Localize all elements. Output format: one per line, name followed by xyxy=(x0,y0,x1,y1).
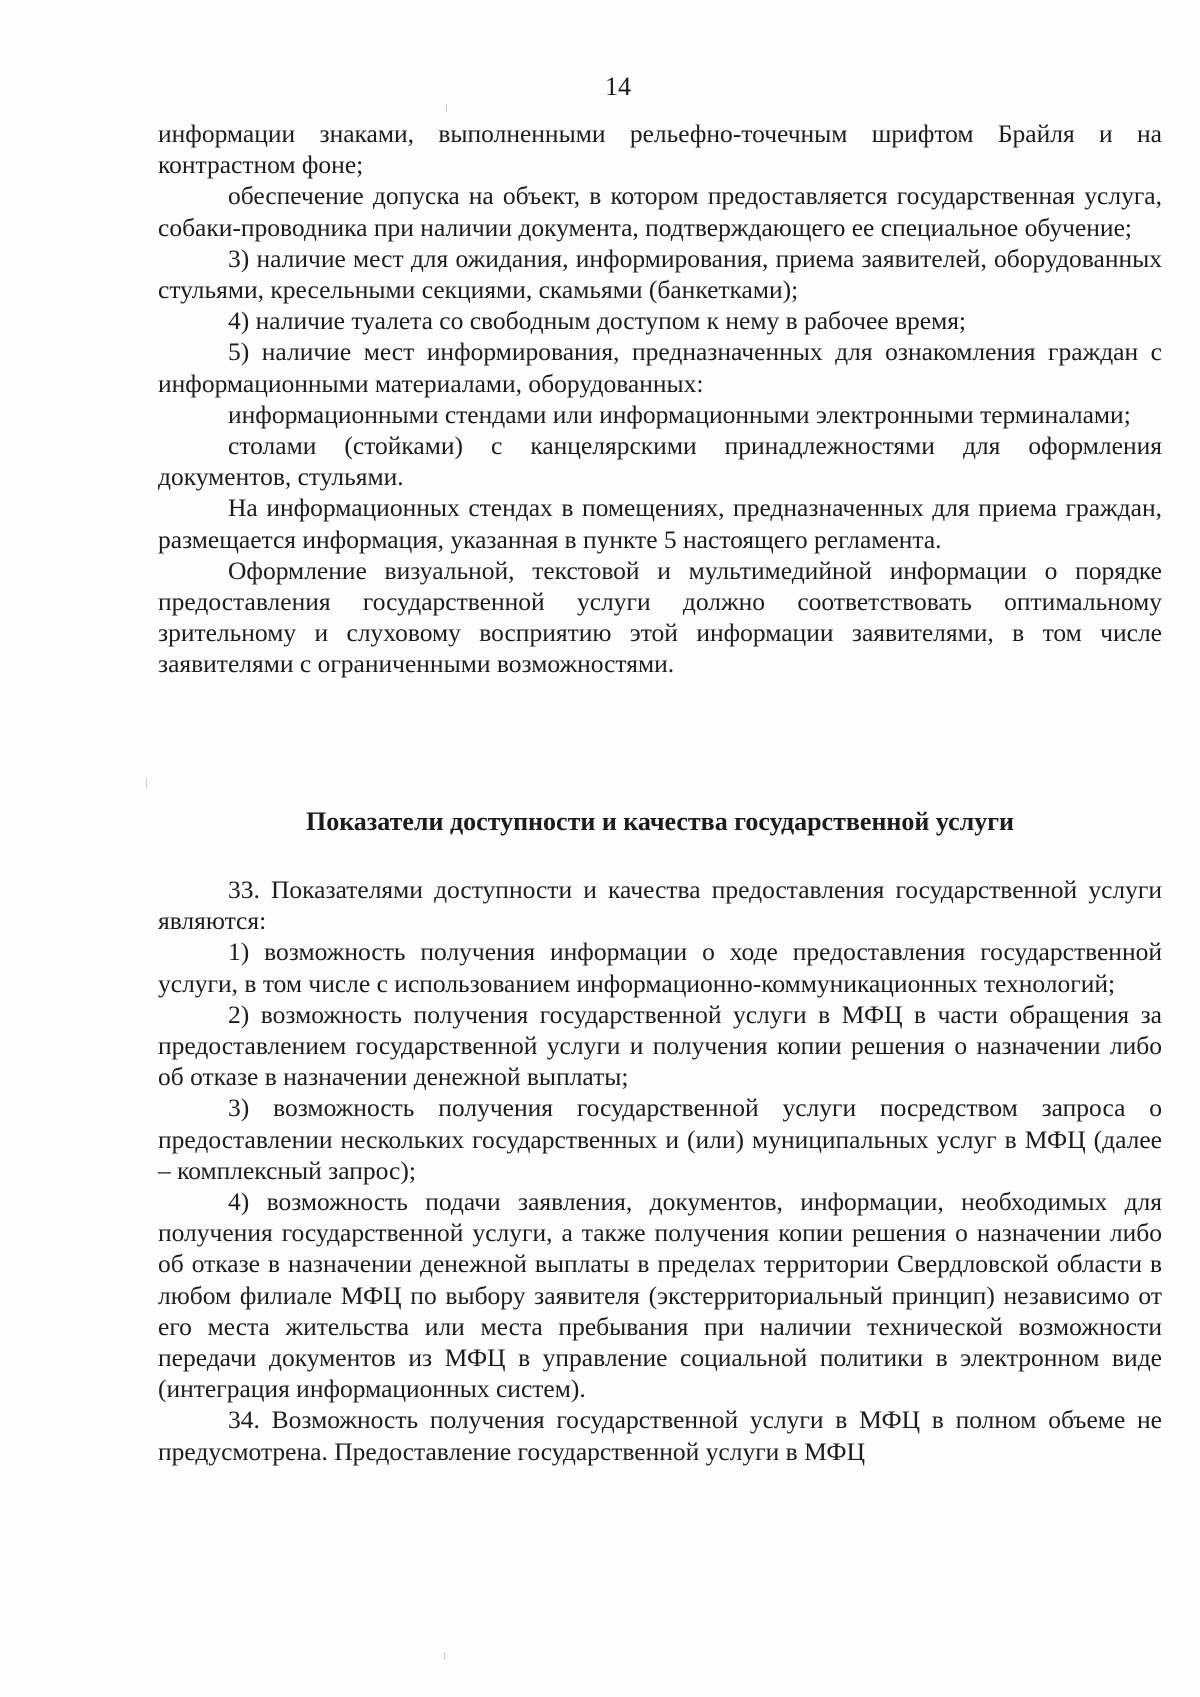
paragraph: 1) возможность получения информации о ходе предоставления государственной услуги, в том числе с использованием информационно-коммуникационных технологий; xyxy=(158,937,1162,998)
paragraph: На информационных стендах в помещениях, предназначенных для приема граждан, размещается информация, указанная в пункте 5 настоящего регламента. xyxy=(158,493,1162,554)
paragraph: 2) возможность получения государственной услуги в МФЦ в части обращения за предоставлением государственной услуги и получения копии решения о назначении либо об отказе в назначении денежной выплаты; xyxy=(158,999,1162,1092)
page-number: 14 xyxy=(605,72,631,101)
paragraph: 4) наличие туалета со свободным доступом к нему в рабочее время; xyxy=(228,306,967,336)
scan-artifact-mark xyxy=(444,1652,445,1660)
paragraph: столами (стойками) с канцелярскими принадлежностями для оформления документов, стульями. xyxy=(158,431,1162,492)
paragraph: информации знаками, выполненными рельефно-точечным шрифтом Брайля и на контрастном фоне; xyxy=(158,119,1162,180)
section-indicators-text xyxy=(158,874,1162,1467)
paragraph: обеспечение допуска на объект, в котором предоставляется государственная услуга, собаки-проводника при наличии документа, подтверждающего ее специальное обучение; xyxy=(158,181,1162,242)
scan-artifact-mark xyxy=(446,104,447,112)
paragraph: 5) наличие мест информирования, предназначенных для ознакомления граждан с информационными материалами, оборудованных: xyxy=(158,337,1162,398)
paragraph: 4) возможность подачи заявления, документов, информации, необходимых для получения государственной услуги, а также получения копии решения о назначении либо об отказе в назначении денежной выплаты в пределах территории Свердловской области в любом филиале МФЦ по выбору заявителя (экстерриториальный принцип) независимо от его места жительства или места пребывания при наличии технической возможности передачи документов из МФЦ в управление социальной политики в электронном виде (интеграция информационных систем). xyxy=(158,1187,1162,1404)
paragraph: информационными стендами или информационными электронными терминалами; xyxy=(228,399,1131,429)
section-heading: Показатели доступности и качества государственной услуги xyxy=(305,807,1015,836)
paragraph: 3) наличие мест для ожидания, информирования, приема заявителей, оборудованных стульями, кресельными секциями, скамьями (банкетками); xyxy=(158,243,1162,305)
paragraph: 33. Показателями доступности и качества предоставления государственной услуги являются: xyxy=(158,875,1162,936)
paragraph: Оформление визуальной, текстовой и мультимедийной информации о порядке предоставления государственной услуги должно соответствовать оптимальному зрительному и слуховому восприятию этой информации заявителями, в том числе заявителями с ограниченными возможностями. xyxy=(158,555,1162,679)
paragraph: 34. Возможность получения государственной услуги в МФЦ в полном объеме не предусмотрена. Предоставление государственной услуги в МФЦ xyxy=(158,1405,1162,1466)
paragraph: 3) возможность получения государственной услуги посредством запроса о предоставлении нескольких государственных и (или) муниципальных услуг в МФЦ (далее – комплексный запрос); xyxy=(158,1093,1162,1185)
scan-artifact-mark xyxy=(146,778,147,788)
section-accessibility-text xyxy=(158,118,1162,680)
